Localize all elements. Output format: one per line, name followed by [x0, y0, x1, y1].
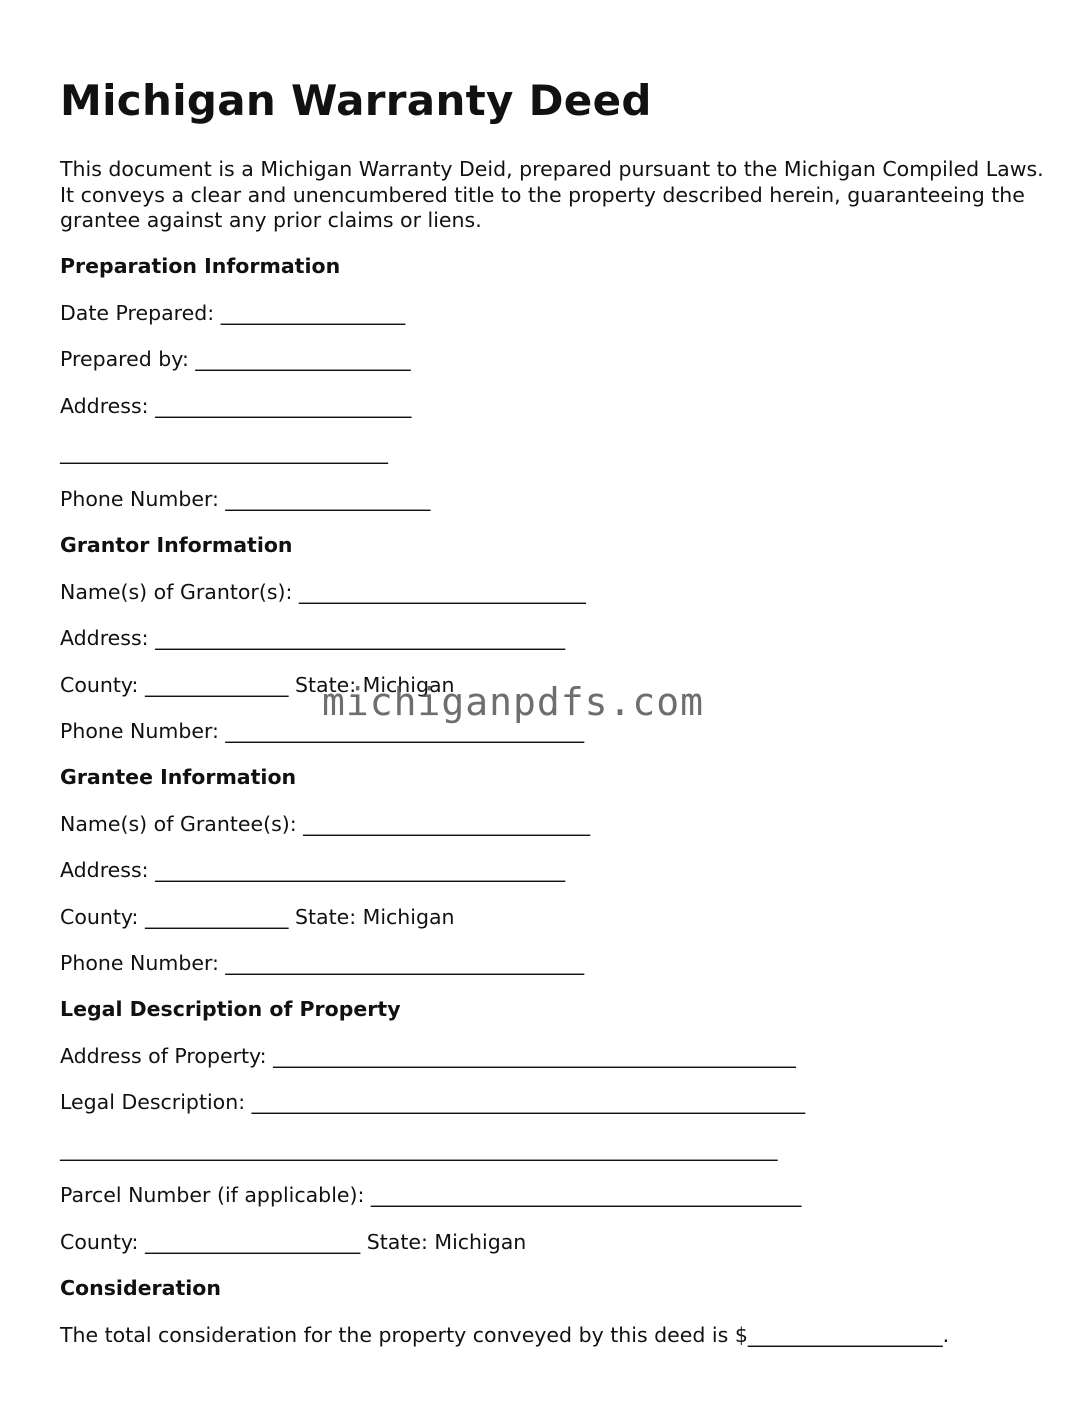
- legal-description-line2: ______________________________________________________________________: [60, 1137, 778, 1161]
- grantor-address-field: Address: ________________________________________: [60, 626, 566, 650]
- intro-paragraph: This document is a Michigan Warranty Deid, prepared pursuant to the Michigan Compiled Laws. It conveys a clear and unencumbered title to the property described herein, guaranteeing the grantee against any prior claims or liens.: [60, 157, 1044, 232]
- grantee-names-field: Name(s) of Grantee(s): ____________________________: [60, 812, 591, 836]
- grantee-county-field: County: ______________ State: Michigan: [60, 905, 455, 929]
- grantor-county-field: County: ______________ State: Michigan: [60, 673, 455, 697]
- consideration-text: The total consideration for the property conveyed by this deed is $___________________.: [60, 1323, 950, 1347]
- prepared-by-field: Prepared by: _____________________: [60, 347, 411, 371]
- grantor-phone-field: Phone Number: ___________________________________: [60, 719, 585, 743]
- property-county-field: County: _____________________ State: Michigan: [60, 1230, 527, 1254]
- watermark: michiganpdfs.com: [322, 680, 705, 724]
- preparer-address-line2: ________________________________: [60, 440, 388, 464]
- consideration-heading: Consideration: [60, 1276, 221, 1300]
- date-prepared-field: Date Prepared: __________________: [60, 301, 406, 325]
- preparer-phone-field: Phone Number: ____________________: [60, 487, 431, 511]
- parcel-number-field: Parcel Number (if applicable): __________________________________________: [60, 1183, 802, 1207]
- preparer-address-field: Address: _________________________: [60, 394, 412, 418]
- legal-description-heading: Legal Description of Property: [60, 997, 401, 1021]
- preparation-heading: Preparation Information: [60, 254, 341, 278]
- grantee-address-field: Address: ________________________________________: [60, 858, 566, 882]
- grantor-names-field: Name(s) of Grantor(s): ____________________________: [60, 580, 586, 604]
- property-address-field: Address of Property: ___________________________________________________: [60, 1044, 796, 1068]
- grantee-phone-field: Phone Number: ___________________________________: [60, 951, 585, 975]
- legal-description-field: Legal Description: ______________________________________________________: [60, 1090, 806, 1114]
- document-title: Michigan Warranty Deed: [60, 76, 652, 125]
- grantee-heading: Grantee Information: [60, 765, 297, 789]
- grantor-heading: Grantor Information: [60, 533, 293, 557]
